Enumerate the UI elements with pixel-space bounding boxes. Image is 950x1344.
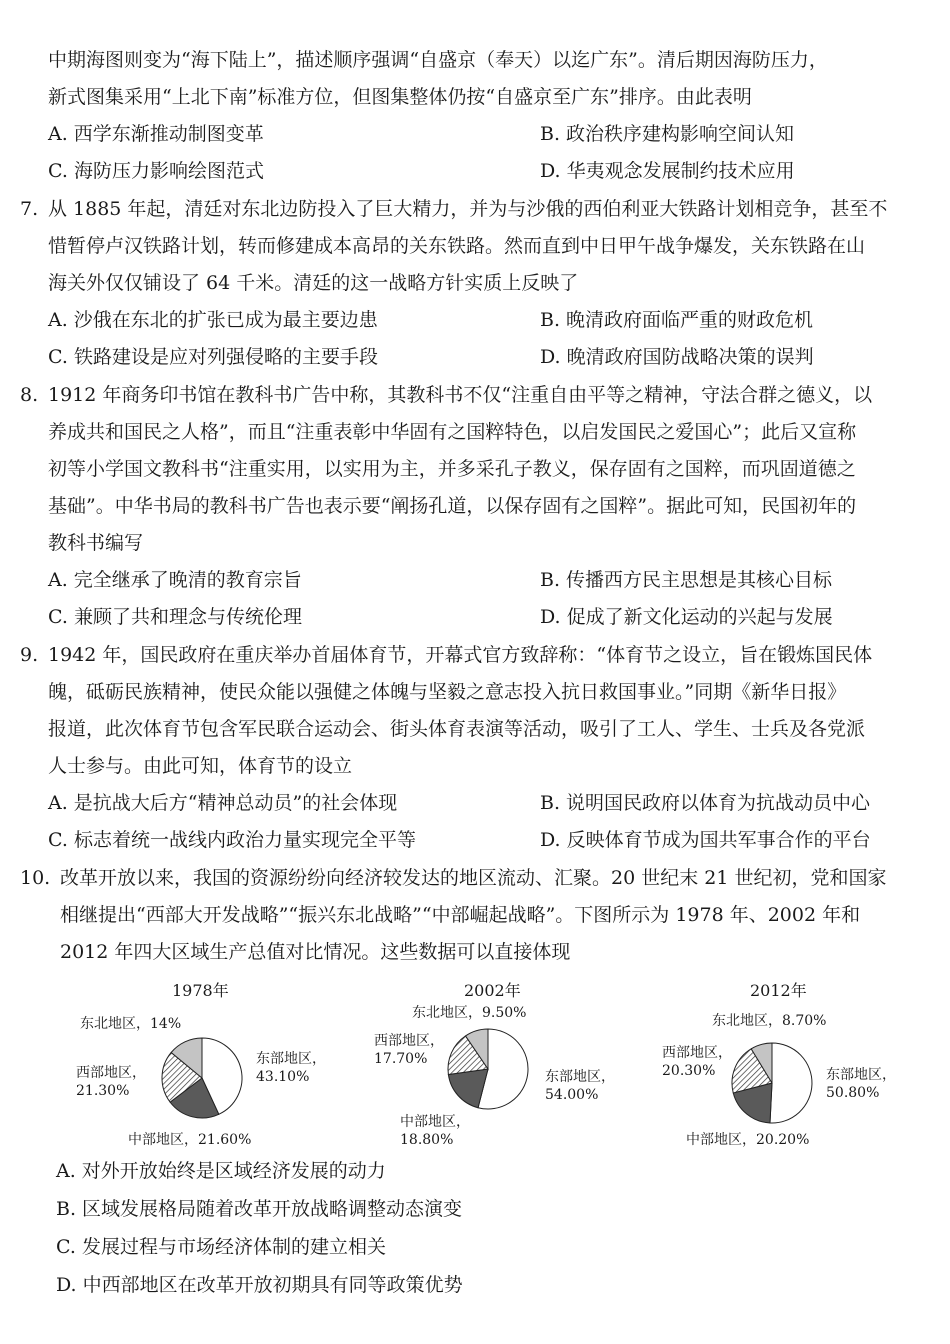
q8-text-line: 养成共和国民之人格”，而且“注重表彰中华固有之国粹特色，以启发国民之爱国心”；此后又宣称 [48, 421, 857, 443]
q6-option-d[interactable]: D. 华夷观念发展制约技术应用 [540, 160, 795, 182]
pie-2012-label-central: 中部地区，20.20% [686, 1132, 810, 1148]
q6-option-c[interactable]: C. 海防压力影响绘图范式 [48, 160, 264, 182]
pie-1978-label-west: 西部地区， 21.30% [76, 1065, 146, 1099]
pie-1978-label-east: 东部地区， 43.10% [256, 1051, 326, 1085]
q8-text-line: 初等小学国文教科书“注重实用，以实用为主，并多采孔子教义，保存固有之国粹，而巩固道德之 [48, 458, 856, 480]
q7-option-a[interactable]: A. 沙俄在东北的扩张已成为最主要边患 [48, 309, 378, 331]
pie-chart-2012 [730, 1041, 814, 1125]
pie-2002-label-central: 中部地区， 18.80% [400, 1114, 470, 1148]
q8-option-c[interactable]: C. 兼顾了共和理念与传统伦理 [48, 606, 302, 628]
q6-text-line: 新式图集采用“上北下南”标准方位，但图集整体仍按“自盛京至广东”排序。由此表明 [48, 86, 752, 108]
pie-chart-2002 [446, 1027, 530, 1111]
q9-option-a[interactable]: A. 是抗战大后方“精神总动员”的社会体现 [48, 792, 398, 814]
q7-text-line: 从 1885 年起，清廷对东北边防投入了巨大精力，并为与沙俄的西伯利亚大铁路计划相竞争，甚至不 [48, 198, 888, 220]
q9-text-line: 魄，砥砺民族精神，使民众能以强健之体魄与坚毅之意志投入抗日救国事业。”同期《新华日报》 [48, 681, 847, 703]
q9-option-b[interactable]: B. 说明国民政府以体育为抗战动员中心 [540, 792, 871, 814]
pie-2012-title: 2012年 [750, 981, 807, 1000]
q8-text-line: 教科书编写 [48, 532, 144, 554]
pie-2002-label-northeast: 东北地区，9.50% [412, 1005, 527, 1021]
q8-number: 8. [20, 384, 39, 406]
q8-text-line: 基础”。中华书局的教科书广告也表示要“阐扬孔道，以保存固有之国粹”。据此可知，民国初年的 [48, 495, 857, 517]
q10-text-line: 改革开放以来，我国的资源纷纷向经济较发达的地区流动、汇聚。20 世纪末 21 世纪初，党和国家 [60, 867, 887, 889]
q6-option-b[interactable]: B. 政治秩序建构影响空间认知 [540, 123, 795, 145]
pie-slice-east [770, 1043, 812, 1123]
q8-option-d[interactable]: D. 促成了新文化运动的兴起与发展 [540, 606, 833, 628]
q7-text-line: 惜暂停卢汉铁路计划，转而修建成本高昂的关东铁路。然而直到中日甲午战争爆发，关东铁路在山 [48, 235, 866, 257]
pie-2012-label-northeast: 东北地区，8.70% [712, 1013, 827, 1029]
q9-option-c[interactable]: C. 标志着统一战线内政治力量实现完全平等 [48, 829, 416, 851]
q7-option-d[interactable]: D. 晚清政府国防战略决策的误判 [540, 346, 814, 368]
q10-number: 10. [20, 867, 51, 889]
q10-option-a[interactable]: A. 对外开放始终是区域经济发展的动力 [56, 1160, 386, 1182]
q7-text-line: 海关外仅仅铺设了 64 千米。清廷的这一战略方针实质上反映了 [48, 272, 579, 294]
q6-option-a[interactable]: A. 西学东渐推动制图变革 [48, 123, 264, 145]
q8-option-a[interactable]: A. 完全继承了晚清的教育宗旨 [48, 569, 302, 591]
q8-text-line: 1912 年商务印书馆在教科书广告中称，其教科书不仅“注重自由平等之精神，守法合群之德义，以 [48, 384, 873, 406]
pie-2002-title: 2002年 [464, 981, 521, 1000]
pie-2012-label-west: 西部地区， 20.30% [662, 1045, 732, 1079]
q7-number: 7. [20, 198, 39, 220]
q10-option-c[interactable]: C. 发展过程与市场经济体制的建立相关 [56, 1236, 386, 1258]
q9-text-line: 人士参与。由此可知，体育节的设立 [48, 755, 353, 777]
pie-1978-label-central: 中部地区，21.60% [128, 1132, 252, 1148]
q7-option-c[interactable]: C. 铁路建设是应对列强侵略的主要手段 [48, 346, 378, 368]
q8-option-b[interactable]: B. 传播西方民主思想是其核心目标 [540, 569, 833, 591]
pie-2002-label-east: 东部地区， 54.00% [545, 1069, 615, 1103]
pie-1978-title: 1978年 [172, 981, 229, 1000]
q9-option-d[interactable]: D. 反映体育节成为国共军事合作的平台 [540, 829, 871, 851]
q10-text-line: 2012 年四大区域生产总值对比情况。这些数据可以直接体现 [60, 941, 571, 963]
pie-1978-label-northeast: 东北地区，14% [80, 1016, 182, 1032]
pie-chart-1978 [160, 1036, 244, 1120]
q9-number: 9. [20, 644, 39, 666]
q10-option-b[interactable]: B. 区域发展格局随着改革开放战略调整动态演变 [56, 1198, 463, 1220]
pie-2012-label-east: 东部地区， 50.80% [826, 1067, 896, 1101]
q7-option-b[interactable]: B. 晚清政府面临严重的财政危机 [540, 309, 814, 331]
q10-option-d[interactable]: D. 中西部地区在改革开放初期具有同等政策优势 [56, 1274, 463, 1296]
q10-text-line: 相继提出“西部大开发战略”“振兴东北战略”“中部崛起战略”。下图所示为 1978 年、2002 年和 [60, 904, 861, 926]
q9-text-line: 报道，此次体育节包含军民联合运动会、街头体育表演等活动，吸引了工人、学生、士兵及各党派 [48, 718, 866, 740]
q6-text-line: 中期海图则变为“海下陆上”，描述顺序强调“自盛京（奉天）以迄广东”。清后期因海防压力， [48, 49, 828, 71]
pie-2002-label-west: 西部地区， 17.70% [374, 1033, 444, 1067]
q9-text-line: 1942 年，国民政府在重庆举办首届体育节，开幕式官方致辞称：“体育节之设立，旨在锻炼国民体 [48, 644, 873, 666]
